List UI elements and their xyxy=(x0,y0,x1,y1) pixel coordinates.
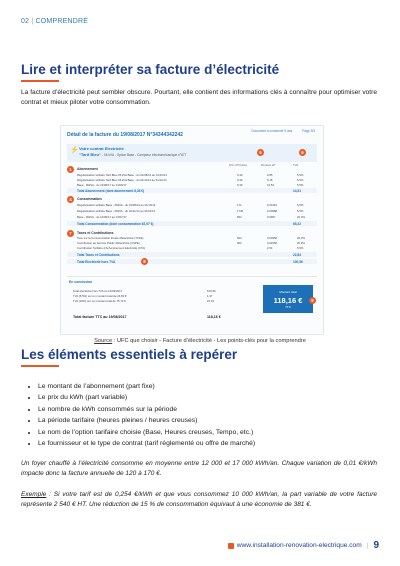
list-item: • La période tarifaire (heures pleines / heures creuses) xyxy=(38,415,255,426)
marker-badge: 4 xyxy=(67,196,74,203)
subscription-total: Total Abonnement (dont abonnement 8,35 €) 14,51 xyxy=(67,188,317,193)
invoice-heading: Détail de la facture du 19/08/2017 N°34344342242 xyxy=(67,132,183,138)
amount-due-box: Montant total 118,16 € TTC xyxy=(263,285,313,313)
image-caption: Source : UFC que choisir - Facture d’électricité - Les points-clés pour la comprendre xyxy=(94,338,306,344)
marker-badge: 6 xyxy=(299,149,306,156)
footer-url[interactable]: www.installation-renovation-electrique.com xyxy=(236,542,362,549)
marker-badge: 9 xyxy=(309,297,316,304)
key-elements-list xyxy=(28,381,255,449)
list-item: • Le montant de l’abonnement (part fixe) xyxy=(38,381,255,392)
grand-total: Total Electricité hors TVA 100,56 xyxy=(67,259,317,264)
intro-paragraph: La facture d’électricité peut sembler obscure. Pourtant, elle contient des informations clés à connaître pour optimiser votre contrat et mieux piloter votre consommation. xyxy=(21,89,377,106)
marker-badge: 1 xyxy=(67,166,74,173)
section-tag: 02 | COMPRENDRE xyxy=(21,18,89,25)
consumption-paragraph: Un foyer chauffé à l’électricité consomme en moyenne entre 12 000 et 17 000 kWh/an. Chaque variation de 0,01 €/kWh impacte donc la facture annuelle de 120 à 170 €. xyxy=(21,460,377,477)
brand-logo-icon xyxy=(228,543,234,549)
invoice-offer-box: ⚡ Votre contrat Electricité "Tarif Bleu" - 06 kVA - Option Base - Compteur électromécanique n°677 xyxy=(67,144,317,162)
invoice-conclusion: En conclusion Total électricité hors TVA au 14/09/2017 TVA (5,5%) sur un montant total de 24,82 € TVA (20%) sur un montant total de 75,74 € 100,56 1,37 15,15 Total facture TTC au 19/08/2017 118,16 € Montant total 118,16 € TTC 9 xyxy=(67,276,317,329)
list-item: • Le nom de l’option tarifaire choisie (Base, Heures creuses, Tempo, etc.) xyxy=(38,427,255,438)
example-paragraph: Exemple : Si votre tarif est de 0,254 €/kWh et que vous consommez 10 000 kWh/an, la part variable de votre facture représente 2 540 € HT. Une réduction de 15 % de consommation équivaut à une économie de 381 €. xyxy=(21,491,377,508)
marker-badge: 8 xyxy=(141,258,148,265)
page-title: Lire et interpréter sa facture d’électricité xyxy=(21,62,280,77)
lightning-icon: ⚡ xyxy=(70,147,79,154)
marker-badge: 5 xyxy=(257,149,264,156)
consumption-total: Total Consommation (dont consommation 62,97 €) 65,22 xyxy=(67,221,317,226)
list-item: • Le fournisseur et le type de contrat (tarif réglementé ou offre de marché) xyxy=(38,438,255,449)
list-item: • Le prix du kWh (part variable) xyxy=(38,392,255,403)
col-head: TVA xyxy=(293,163,299,167)
page-footer: www.installation-renovation-electrique.com | 9 xyxy=(228,540,379,551)
page-number: 9 xyxy=(373,540,379,551)
title-underline xyxy=(21,365,59,367)
title-underline xyxy=(21,80,59,82)
marker-badge: 7 xyxy=(67,230,74,237)
invoice-image: Détail de la facture du 19/08/2017 N°34344342242 Document à conserver 5 ans Page 3/3 ⚡ Votre contrat Electricité "Tarif Bleu" - 06 kVA - Option Base - Compteur électromécanique n°677 1 5 6 Prix HT/Unités Montant HT TVA Abonnement Régularisation tarifaire Tarif Bleu 06 kVA Base - du 01/08/14 au 31/10/14 0,30 0,85 5,5% Régularisation tarifaire Tarif Bleu 06 kVA Base - du 01/11/14 au 31/12/14 0,30 0,15 5,5% Base - 06kVA - du 13/08/17 au 14/09/17 0,30 13,52 5,5% Total Abonnement (dont abonnement 8,35 €) 14,51 4 Consommation Régularisation tarifaire Base - 06kVA - du 01/08/14 au 31/10/14 171 0,00115 5,5% Régularisation tarifaire Base - 06kVA - du 01/11/14 au 31/12/14 1746 0,00088 5,5% Base - 06kVA - du 14/09/17 au 13/07/17 662 0,0967 20,0% Total Consommation (dont consommation 62,97 €) 65,22 7 Taxes et Contributions Taxe sur la Consommation Finale d'Electricité (TCFE) 662 0,00956 20,0% Contribution au Service Public d'Electricité (CSPE) 662 0,02250 20,0% Contribution Tarifaire d'Acheminement Electricité (CTA) 2,54 5,5% Total Taxes et Contributions 22,84 Total Electricité hors TVA 100,56 8 En conclusion Total électricité hors TVA au 14/09/2017 TVA (5,5%) sur un montant total de 24,82 € TVA (20%) sur un montant total de 75,74 € 100,56 1,37 15,15 Total facture TTC au 19/08/2017 118,16 € Montant total 118,16 € TTC 9 xyxy=(60,125,324,335)
section-title: Les éléments essentiels à repérer xyxy=(21,347,238,362)
taxes-total: Total Taxes et Contributions 22,84 xyxy=(67,252,317,257)
invoice-links: Document à conserver 5 ans Page 3/3 xyxy=(251,129,315,133)
list-item: • Le nombre de kWh consommés sur la période xyxy=(38,404,255,415)
col-head: Montant HT xyxy=(261,163,276,167)
col-head: Prix HT/Unités xyxy=(229,163,248,167)
